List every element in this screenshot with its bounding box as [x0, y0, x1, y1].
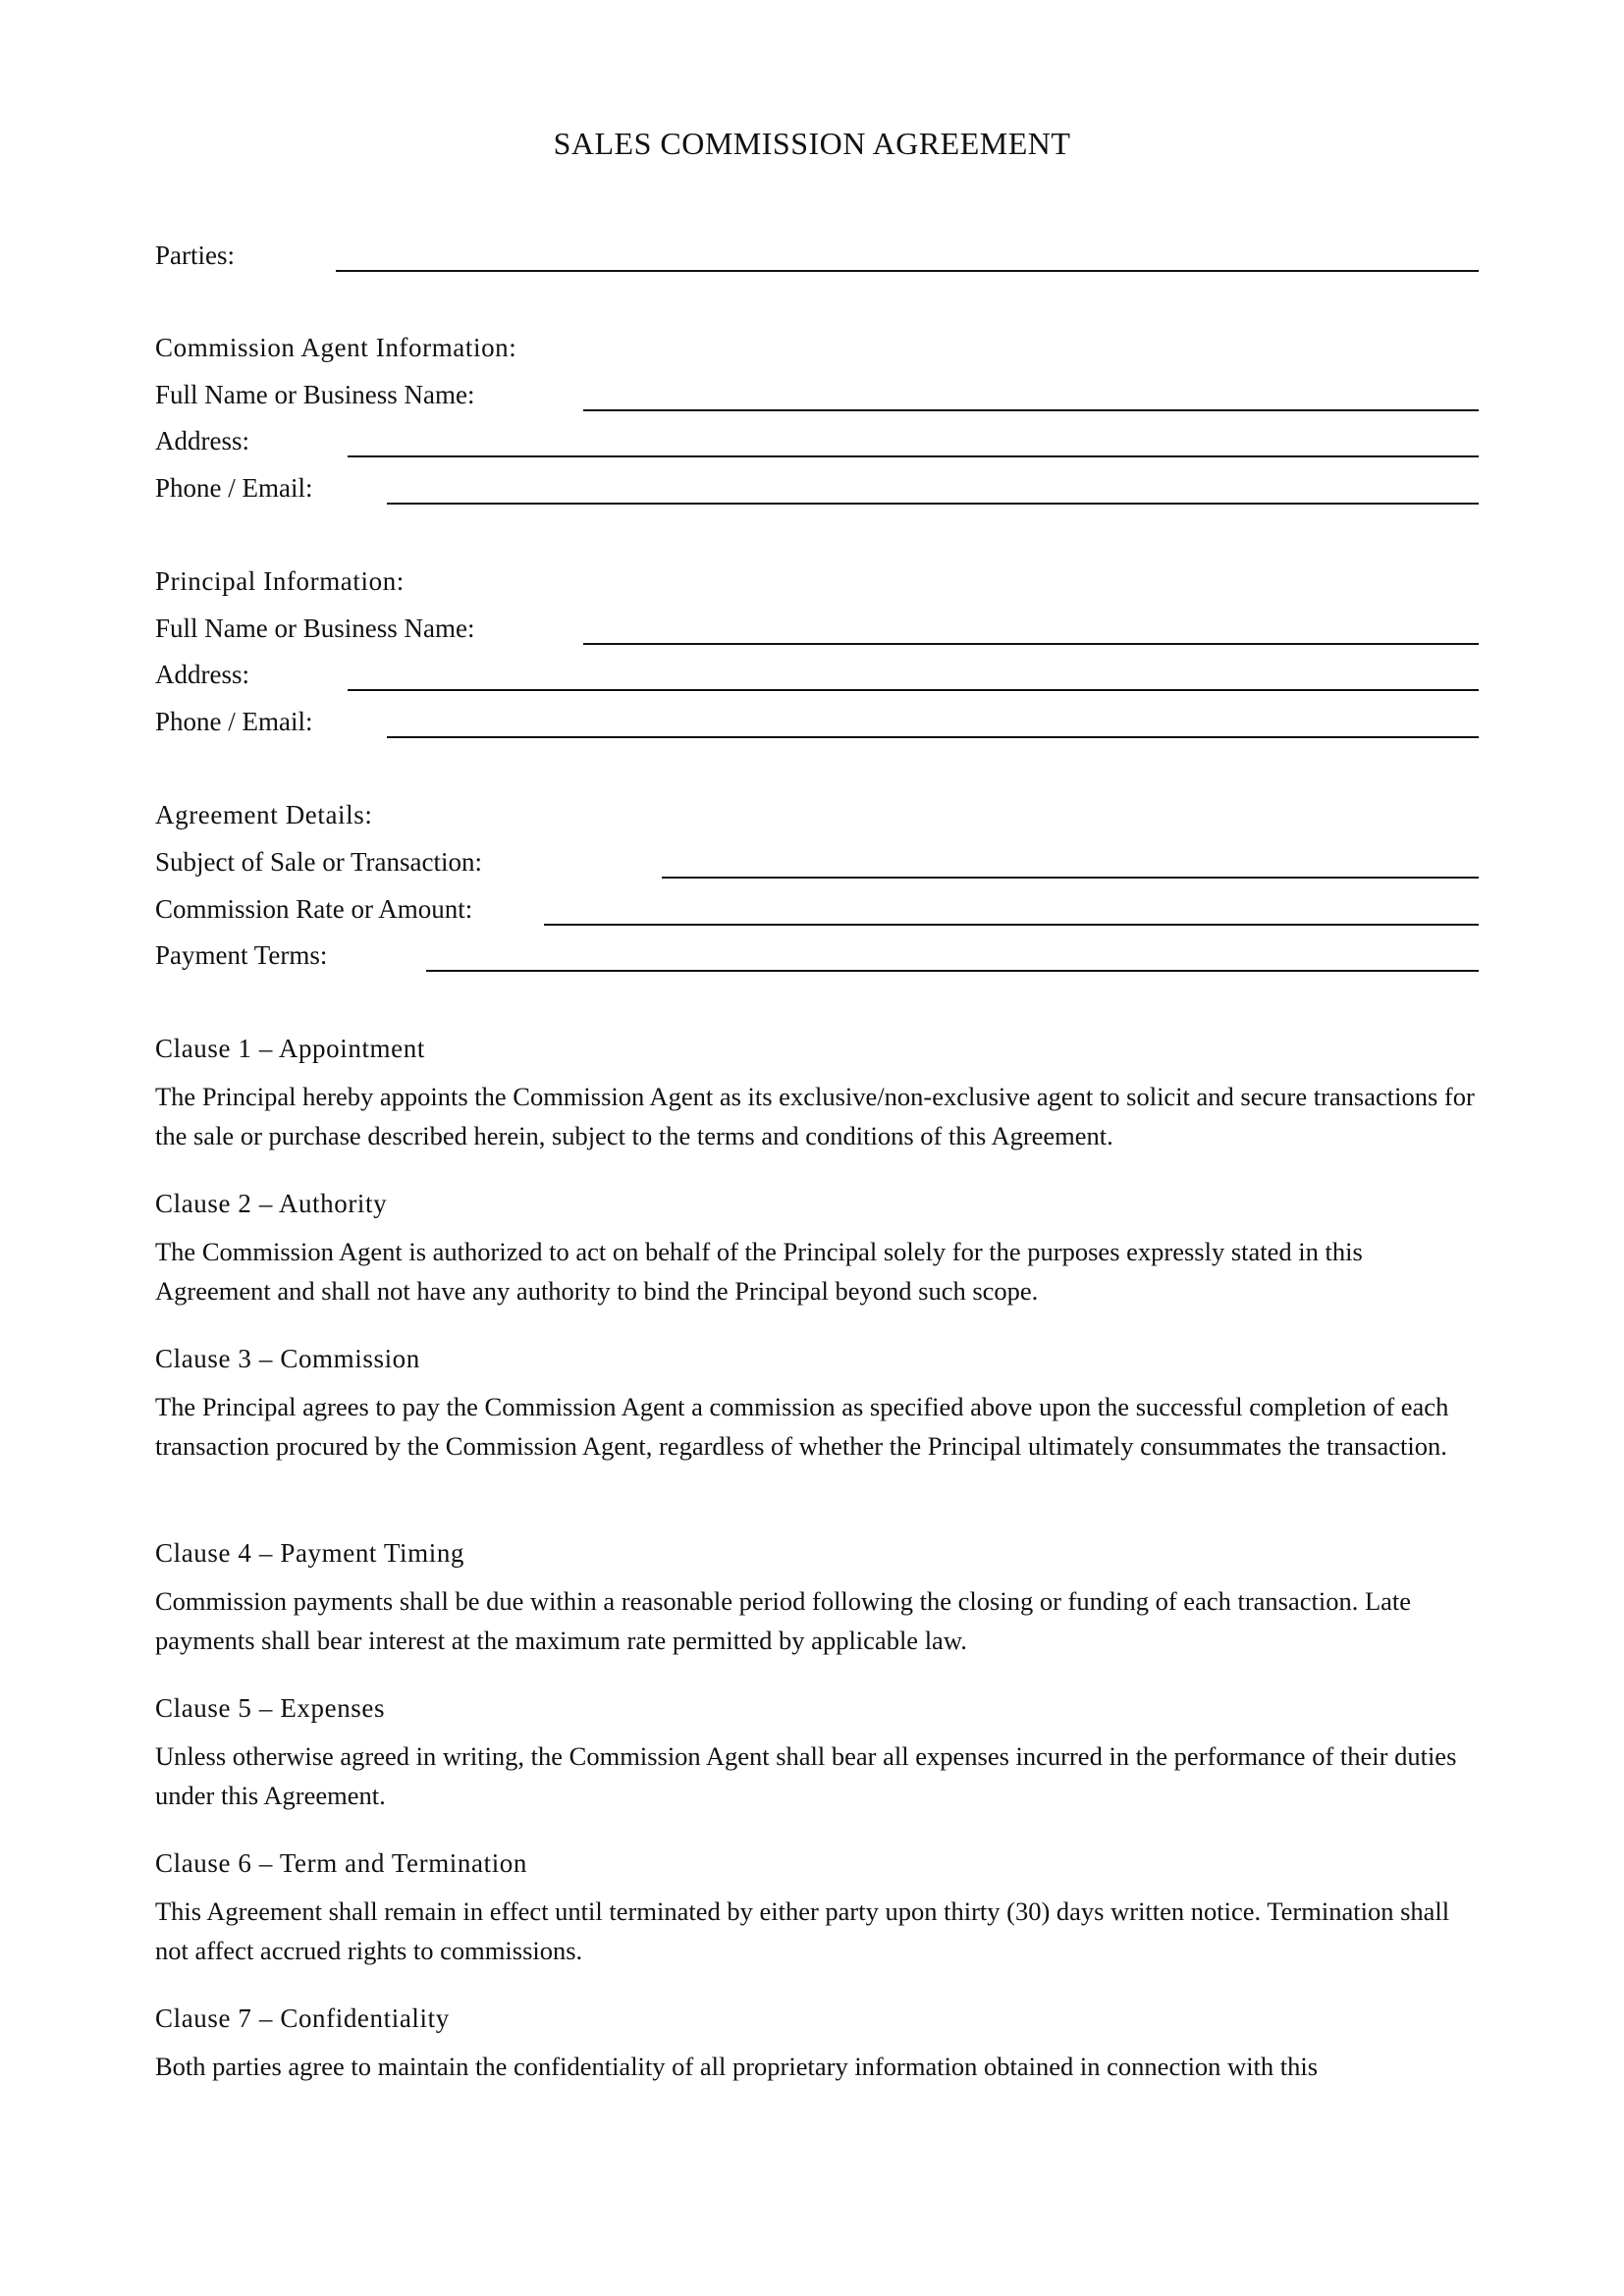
- agent-address-row: [155, 424, 1479, 463]
- commission-rate-field-line[interactable]: [544, 924, 1479, 926]
- commission-agent-heading: Commission Agent Information:: [155, 333, 517, 362]
- clause-6-body: This Agreement shall remain in effect until terminated by either party upon thirty (30) days written notice. Termination shall not affect accrued rights to commissions.: [155, 1896, 1450, 1965]
- principal-contact-row: [155, 705, 1479, 744]
- clause-2-body: The Commission Agent is authorized to act on behalf of the Principal solely for the purposes expressly stated in this Agreement and shall not have any authority to bind the Principal beyond such scope.: [155, 1237, 1363, 1306]
- agent-full-name-row: [155, 378, 1479, 417]
- principal-address-label: Address:: [155, 660, 249, 689]
- agent-full-name-field-line[interactable]: [583, 409, 1479, 411]
- principal-contact-label: Phone / Email:: [155, 707, 313, 736]
- clause-4-heading: Clause 4 – Payment Timing: [155, 1538, 465, 1568]
- clause-5-body: Unless otherwise agreed in writing, the Commission Agent shall bear all expenses incurred in the performance of their duties under this Agreement.: [155, 1741, 1457, 1810]
- agent-contact-row: [155, 471, 1479, 510]
- payment-terms-row: [155, 938, 1479, 978]
- clause-7-heading: Clause 7 – Confidentiality: [155, 2003, 450, 2033]
- clause-1-body: The Principal hereby appoints the Commission Agent as its exclusive/non-exclusive agent to solicit and secure transactions for the sale or purchase described herein, subject to the terms and conditions of this Agreement.: [155, 1082, 1475, 1150]
- clause-4-body: Commission payments shall be due within a reasonable period following the closing or funding of each transaction. Late payments shall bear interest at the maximum rate permitted by applicable law.: [155, 1586, 1412, 1655]
- clause-3-body: The Principal agrees to pay the Commission Agent a commission as specified above upon the successful completion of each transaction procured by the Commission Agent, regardless of whether the Principal ultimately consummates the transaction.: [155, 1392, 1449, 1461]
- principal-contact-field-line[interactable]: [387, 736, 1479, 738]
- payment-terms-field-line[interactable]: [426, 970, 1479, 972]
- payment-terms-label: Payment Terms:: [155, 940, 328, 970]
- clause-5-heading: Clause 5 – Expenses: [155, 1693, 386, 1723]
- clause-1-heading: Clause 1 – Appointment: [155, 1034, 425, 1063]
- principal-full-name-field-line[interactable]: [583, 643, 1479, 645]
- principal-full-name-row: [155, 612, 1479, 651]
- clause-2-heading: Clause 2 – Authority: [155, 1189, 388, 1218]
- principal-heading: Principal Information:: [155, 566, 405, 596]
- parties-row: [155, 239, 1479, 278]
- agent-address-field-line[interactable]: [348, 455, 1479, 457]
- clause-3-heading: Clause 3 – Commission: [155, 1344, 420, 1373]
- clause-6-heading: Clause 6 – Term and Termination: [155, 1848, 527, 1878]
- agent-contact-field-line[interactable]: [387, 503, 1479, 505]
- agent-full-name-label: Full Name or Business Name:: [155, 380, 475, 409]
- agent-contact-label: Phone / Email:: [155, 473, 313, 503]
- subject-label: Subject of Sale or Transaction:: [155, 847, 482, 877]
- principal-full-name-label: Full Name or Business Name:: [155, 614, 475, 643]
- subject-row: [155, 845, 1479, 884]
- commission-rate-row: [155, 892, 1479, 932]
- principal-address-row: [155, 658, 1479, 697]
- document-title: SALES COMMISSION AGREEMENT: [553, 126, 1071, 161]
- commission-rate-label: Commission Rate or Amount:: [155, 894, 473, 924]
- clause-7-body: Both parties agree to maintain the confidentiality of all proprietary information obtained in connection with this: [155, 2052, 1319, 2081]
- subject-field-line[interactable]: [662, 877, 1479, 879]
- agent-address-label: Address:: [155, 426, 249, 455]
- parties-field-line[interactable]: [336, 270, 1479, 272]
- principal-address-field-line[interactable]: [348, 689, 1479, 691]
- agreement-details-heading: Agreement Details:: [155, 800, 373, 829]
- parties-label: Parties:: [155, 240, 235, 270]
